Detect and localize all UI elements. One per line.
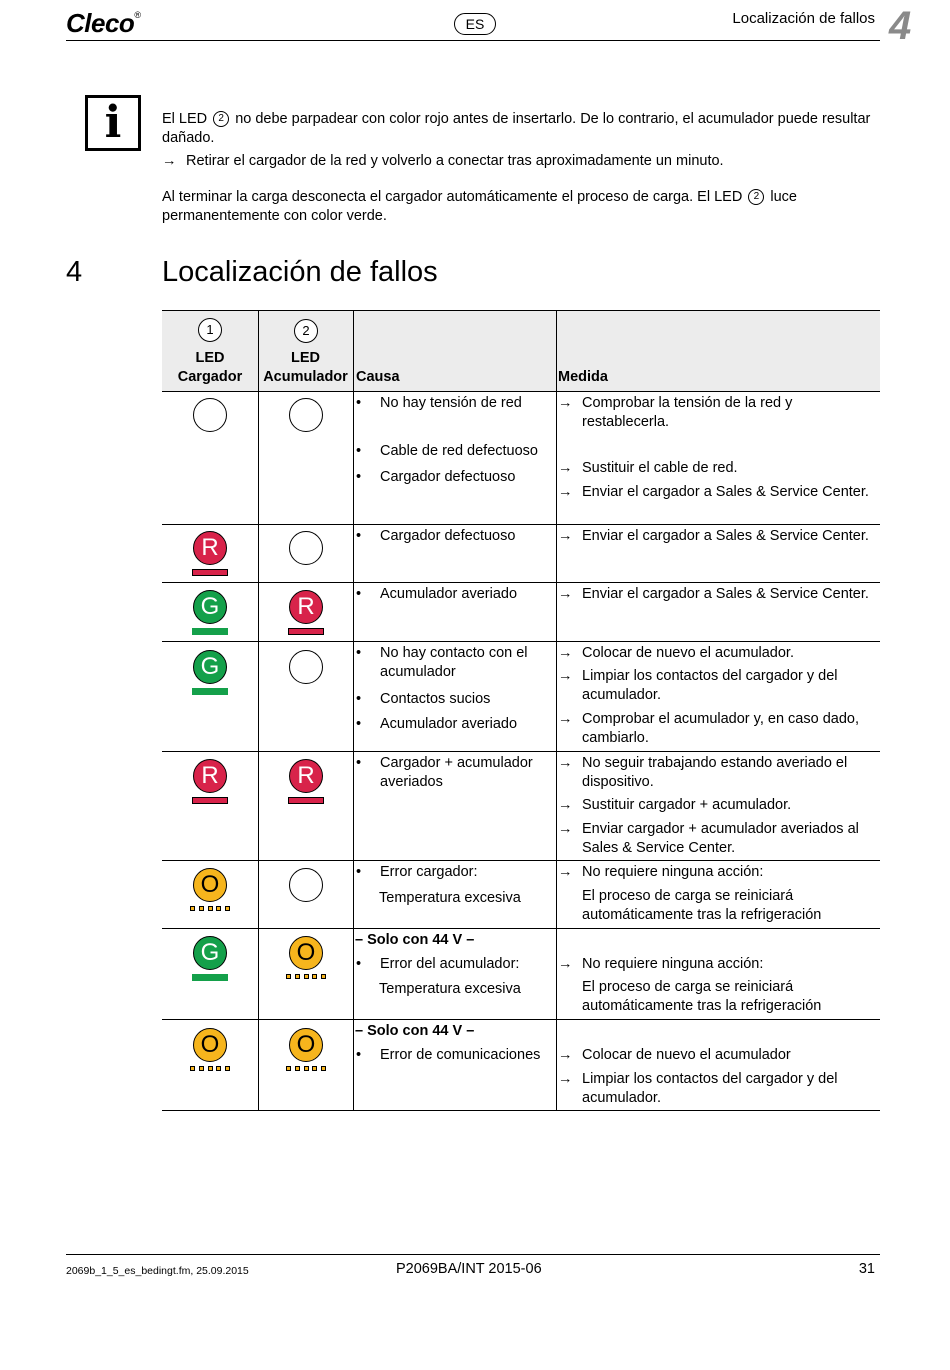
led-green-bar xyxy=(192,974,228,981)
cause-note: Temperatura excesiva xyxy=(379,981,521,997)
led-off-icon xyxy=(289,531,323,565)
info-paragraph: El LED 2 no debe parpadear con color rojo antes de insertarlo. De lo contrario, el acumulador puede resultar dañado. xyxy=(162,111,871,146)
led-red-bar xyxy=(192,797,228,804)
measure-note: El proceso de carga se reiniciará automáticamente tras la refrigeración xyxy=(582,888,822,923)
led-red-bar xyxy=(192,569,228,576)
footer-divider xyxy=(66,1254,880,1255)
header-divider xyxy=(66,40,880,41)
measure-item: → No requiere ninguna acción: xyxy=(558,956,764,972)
chapter-number: 4 xyxy=(889,4,912,48)
page-number: 31 xyxy=(858,1261,875,1277)
led-blink-indicator xyxy=(190,906,230,912)
measure-item: → Sustituir cargador + acumulador. xyxy=(558,797,792,813)
led-ref-marker: 2 xyxy=(748,189,764,205)
running-header-title: Localización de fallos xyxy=(732,10,875,27)
led-red-icon: R xyxy=(289,590,323,624)
cause-heading: – Solo con 44 V – xyxy=(355,1023,475,1039)
col-header-led-battery: LED Acumulador xyxy=(263,350,348,385)
measure-item: → Sustituir el cable de red. xyxy=(558,460,738,476)
footer-document-id: P2069BA/INT 2015-06 xyxy=(396,1261,542,1277)
measure-item: → Enviar cargador + acumulador averiados al Sales & Service Center. xyxy=(558,821,859,856)
led-orange-icon: O xyxy=(193,868,227,902)
led-orange-icon: O xyxy=(289,936,323,970)
info-icon: i xyxy=(85,95,141,151)
col-header-cause: Causa xyxy=(356,369,400,385)
cause-item: • Cargador defectuoso xyxy=(356,528,516,544)
section-number: 4 xyxy=(66,256,83,288)
measure-item: → Enviar el cargador a Sales & Service Center. xyxy=(558,484,869,500)
measure-note: El proceso de carga se reiniciará automáticamente tras la refrigeración xyxy=(582,979,822,1014)
info-action: → Retirar el cargador de la red y volverlo a conectar tras aproximadamente un minuto. xyxy=(162,153,724,169)
cause-item: • Acumulador averiado xyxy=(356,586,518,602)
col-charger-ref: 1 xyxy=(198,318,222,342)
led-blink-indicator xyxy=(190,1066,230,1072)
led-red-icon: R xyxy=(193,759,227,793)
cause-note: Temperatura excesiva xyxy=(379,890,521,906)
measure-item: → Enviar el cargador a Sales & Service Center. xyxy=(558,586,869,602)
cause-item: • Cargador + acumulador averiados xyxy=(356,755,533,790)
led-green-icon: G xyxy=(193,650,227,684)
cause-item: • Contactos sucios xyxy=(356,691,491,707)
led-green-icon: G xyxy=(193,936,227,970)
footer-file-info: 2069b_1_5_es_bedingt.fm, 25.09.2015 xyxy=(66,1265,249,1277)
arrow-icon: → xyxy=(162,153,177,169)
measure-item: → Comprobar la tensión de la red y restablecerla. xyxy=(558,395,793,430)
col-battery-ref: 2 xyxy=(294,319,318,343)
led-off-icon xyxy=(289,650,323,684)
led-orange-icon: O xyxy=(289,1028,323,1062)
cause-heading: – Solo con 44 V – xyxy=(355,932,475,948)
led-green-icon: G xyxy=(193,590,227,624)
col-header-led-charger: LED Cargador xyxy=(177,350,243,385)
cause-item: • Cargador defectuoso xyxy=(356,469,516,485)
cause-item: • Error del acumulador: xyxy=(356,956,520,972)
cause-item: • Cable de red defectuoso xyxy=(356,443,538,459)
measure-item: → No requiere ninguna acción: xyxy=(558,864,764,880)
col-header-measure: Medida xyxy=(558,369,608,385)
led-orange-icon: O xyxy=(193,1028,227,1062)
measure-item: → Colocar de nuevo el acumulador. xyxy=(558,645,794,661)
measure-item: → No seguir trabajando estando averiado el dispositivo. xyxy=(558,755,848,790)
section-title: Localización de fallos xyxy=(162,256,438,288)
led-blink-indicator xyxy=(286,974,326,980)
cause-item: • Acumulador averiado xyxy=(356,716,518,732)
cause-item: • Error cargador: xyxy=(356,864,478,880)
led-off-icon xyxy=(289,398,323,432)
led-green-bar xyxy=(192,688,228,695)
led-off-icon xyxy=(289,868,323,902)
brand-logo: Cleco® xyxy=(66,8,141,38)
measure-item: → Limpiar los contactos del cargador y del acumulador. xyxy=(558,1071,838,1106)
cause-item: • Error de comunicaciones xyxy=(356,1047,541,1063)
measure-item: → Enviar el cargador a Sales & Service Center. xyxy=(558,528,869,544)
language-badge: ES xyxy=(454,13,496,35)
cause-item: • No hay contacto con el acumulador xyxy=(356,645,528,680)
led-blink-indicator xyxy=(286,1066,326,1072)
led-red-icon: R xyxy=(193,531,227,565)
cause-item: • No hay tensión de red xyxy=(356,395,522,411)
measure-item: → Comprobar el acumulador y, en caso dado, cambiarlo. xyxy=(558,711,859,746)
measure-item: → Limpiar los contactos del cargador y del acumulador. xyxy=(558,668,838,703)
led-red-bar xyxy=(288,628,324,635)
charge-paragraph: Al terminar la carga desconecta el cargador automáticamente el proceso de carga. El LED 2 luce permanentemente con color verde. xyxy=(162,189,797,224)
measure-item: → Colocar de nuevo el acumulador xyxy=(558,1047,791,1063)
led-green-bar xyxy=(192,628,228,635)
led-off-icon xyxy=(193,398,227,432)
led-ref-marker: 2 xyxy=(213,111,229,127)
led-red-icon: R xyxy=(289,759,323,793)
led-red-bar xyxy=(288,797,324,804)
